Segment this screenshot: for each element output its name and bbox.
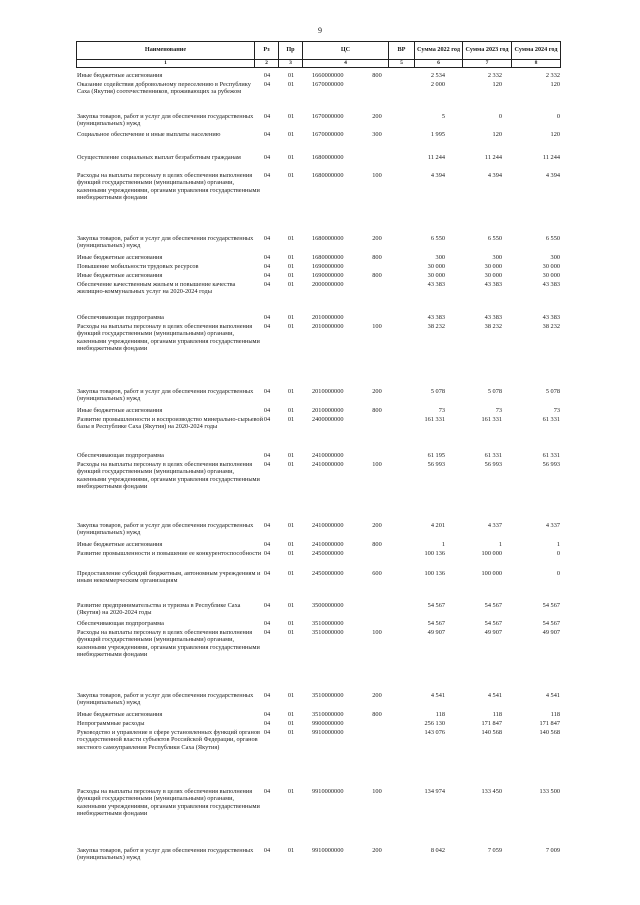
- cell-cs: 2010000000: [312, 388, 344, 395]
- cell-s1: 1: [441, 541, 445, 548]
- cell-pr: 01: [287, 788, 295, 795]
- cell-pr: 01: [287, 570, 295, 577]
- cell-rz: 04: [263, 461, 271, 468]
- cell-rz: 04: [263, 407, 271, 414]
- cell-s3: 61 331: [542, 416, 560, 423]
- cell-rz: 04: [263, 550, 271, 557]
- cell-s2: 100 000: [481, 570, 502, 577]
- cell-cs: 2000000000: [312, 281, 344, 288]
- cell-vr: 200: [372, 692, 382, 699]
- cell-pr: 01: [287, 113, 295, 120]
- cell-rz: 04: [263, 254, 271, 261]
- cell-s2: 6 550: [487, 235, 502, 242]
- cell-s3: 0: [556, 113, 560, 120]
- cell-cs: 3500000000: [312, 602, 344, 609]
- cell-cs: 1660000000: [312, 72, 344, 79]
- column-number: 4: [303, 60, 389, 68]
- cell-s2: 4 337: [487, 522, 502, 529]
- cell-s3: 300: [550, 254, 560, 261]
- cell-pr: 01: [287, 172, 295, 179]
- cell-s3: 6 550: [545, 235, 560, 242]
- cell-cs: 1670000000: [312, 131, 344, 138]
- cell-name: Обеспечивающая подпрограмма: [77, 452, 164, 459]
- cell-s3: 11 244: [542, 154, 560, 161]
- cell-s3: 4 394: [545, 172, 560, 179]
- cell-pr: 01: [287, 263, 295, 270]
- cell-s1: 161 331: [424, 416, 445, 423]
- cell-cs: 3510000000: [312, 620, 344, 627]
- cell-pr: 01: [287, 847, 295, 854]
- cell-pr: 01: [287, 541, 295, 548]
- header-cs: ЦС: [303, 42, 389, 60]
- cell-name: Иные бюджетные ассигнования: [77, 254, 163, 261]
- cell-vr: 100: [372, 172, 382, 179]
- cell-name: Расходы на выплаты персоналу в целях обеспечения выполнения функций государственными (муниципальными) органами, казенными учреждениями, органами управления государственными внебюджетными фондами: [77, 629, 260, 658]
- cell-pr: 01: [287, 272, 295, 279]
- cell-name: Иные бюджетные ассигнования: [77, 711, 163, 718]
- cell-s3: 118: [550, 711, 560, 718]
- cell-s1: 2 534: [430, 72, 445, 79]
- cell-cs: 2410000000: [312, 541, 344, 548]
- cell-s2: 11 244: [484, 154, 502, 161]
- column-number: 1: [77, 60, 255, 68]
- cell-cs: 2010000000: [312, 314, 344, 321]
- cell-vr: 800: [372, 272, 382, 279]
- cell-s3: 0: [556, 550, 560, 557]
- cell-cs: 1670000000: [312, 81, 344, 88]
- cell-pr: 01: [287, 323, 295, 330]
- cell-pr: 01: [287, 461, 295, 468]
- cell-s1: 11 244: [427, 154, 445, 161]
- cell-s2: 43 383: [484, 281, 502, 288]
- cell-s2: 118: [492, 711, 502, 718]
- cell-s2: 30 000: [484, 272, 502, 279]
- cell-rz: 04: [263, 81, 271, 88]
- cell-cs: 1690000000: [312, 263, 344, 270]
- cell-s1: 43 383: [427, 314, 445, 321]
- cell-s2: 73: [495, 407, 502, 414]
- cell-s2: 120: [492, 131, 502, 138]
- cell-vr: 800: [372, 541, 382, 548]
- cell-name: Иные бюджетные ассигнования: [77, 407, 163, 414]
- cell-cs: 1670000000: [312, 113, 344, 120]
- cell-name: Иные бюджетные ассигнования: [77, 541, 163, 548]
- cell-rz: 04: [263, 172, 271, 179]
- cell-vr: 800: [372, 72, 382, 79]
- cell-rz: 04: [263, 131, 271, 138]
- cell-vr: 100: [372, 629, 382, 636]
- cell-rz: 04: [263, 541, 271, 548]
- cell-name: Расходы на выплаты персоналу в целях обеспечения выполнения функций государственными (муниципальными) органами, казенными учреждениями, органами управления государственными внебюджетными фондами: [77, 461, 260, 490]
- cell-name: Повышение мобильности трудовых ресурсов: [77, 263, 199, 270]
- column-number: 3: [279, 60, 303, 68]
- cell-rz: 04: [263, 620, 271, 627]
- cell-s1: 256 130: [424, 720, 445, 727]
- cell-cs: 1680000000: [312, 172, 344, 179]
- cell-name: Закупка товаров, работ и услуг для обеспечения государственных (муниципальных) нужд: [77, 847, 254, 862]
- cell-s2: 4 394: [487, 172, 502, 179]
- cell-rz: 04: [263, 629, 271, 636]
- header-vr: ВР: [389, 42, 415, 60]
- cell-name: Закупка товаров, работ и услуг для обеспечения государственных (муниципальных) нужд: [77, 692, 254, 707]
- cell-cs: 2450000000: [312, 570, 344, 577]
- cell-s3: 54 567: [542, 620, 560, 627]
- cell-cs: 2010000000: [312, 407, 344, 414]
- cell-s2: 30 000: [484, 263, 502, 270]
- cell-s1: 2 000: [430, 81, 445, 88]
- cell-s2: 56 993: [484, 461, 502, 468]
- cell-s1: 6 550: [430, 235, 445, 242]
- cell-vr: 800: [372, 254, 382, 261]
- cell-pr: 01: [287, 550, 295, 557]
- cell-s2: 54 567: [484, 602, 502, 609]
- cell-s3: 4 541: [545, 692, 560, 699]
- cell-vr: 200: [372, 113, 382, 120]
- column-number: 5: [389, 60, 415, 68]
- cell-s2: 49 907: [484, 629, 502, 636]
- cell-vr: 100: [372, 323, 382, 330]
- column-number: 2: [255, 60, 279, 68]
- cell-s1: 54 567: [427, 620, 445, 627]
- cell-pr: 01: [287, 602, 295, 609]
- cell-s1: 8 042: [430, 847, 445, 854]
- cell-s3: 4 337: [545, 522, 560, 529]
- cell-cs: 9910000000: [312, 847, 344, 854]
- header-sum-2022: Сумма 2022 год: [415, 42, 463, 60]
- cell-name: Оказание содействия добровольному переселению в Республику Саха (Якутия) соотечественников, проживающих за рубежом: [77, 81, 251, 96]
- cell-cs: 9900000000: [312, 720, 344, 727]
- cell-s1: 43 383: [427, 281, 445, 288]
- cell-pr: 01: [287, 711, 295, 718]
- cell-s2: 54 567: [484, 620, 502, 627]
- cell-name: Предоставление субсидий бюджетным, автономным учреждениям и иным некоммерческим организациям: [77, 570, 261, 585]
- cell-s3: 30 000: [542, 263, 560, 270]
- cell-cs: 3510000000: [312, 629, 344, 636]
- cell-s3: 133 500: [539, 788, 560, 795]
- cell-pr: 01: [287, 388, 295, 395]
- cell-s3: 1: [556, 541, 560, 548]
- cell-s1: 30 000: [427, 263, 445, 270]
- cell-cs: 2410000000: [312, 452, 344, 459]
- cell-rz: 04: [263, 72, 271, 79]
- table-header: [76, 41, 561, 68]
- cell-name: Социальное обеспечение и иные выплаты населению: [77, 131, 221, 138]
- cell-cs: 9910000000: [312, 729, 344, 736]
- column-number: 6: [415, 60, 463, 68]
- cell-s3: 61 331: [542, 452, 560, 459]
- column-number: 7: [463, 60, 512, 68]
- cell-pr: 01: [287, 72, 295, 79]
- cell-s3: 2 332: [545, 72, 560, 79]
- cell-s3: 0: [556, 570, 560, 577]
- cell-vr: 200: [372, 388, 382, 395]
- cell-s1: 38 232: [427, 323, 445, 330]
- cell-s1: 4 201: [430, 522, 445, 529]
- cell-s3: 43 383: [542, 314, 560, 321]
- cell-pr: 01: [287, 235, 295, 242]
- page-number: 9: [318, 26, 322, 35]
- cell-s1: 49 907: [427, 629, 445, 636]
- cell-s3: 140 568: [539, 729, 560, 736]
- column-number: 8: [512, 60, 561, 68]
- cell-cs: 2410000000: [312, 522, 344, 529]
- cell-s2: 140 568: [481, 729, 502, 736]
- cell-rz: 04: [263, 602, 271, 609]
- cell-name: Обеспечивающая подпрограмма: [77, 314, 164, 321]
- cell-s3: 30 000: [542, 272, 560, 279]
- cell-rz: 04: [263, 263, 271, 270]
- cell-name: Расходы на выплаты персоналу в целях обеспечения выполнения функций государственными (муниципальными) органами, казенными учреждениями, органами управления государственными внебюджетными фондами: [77, 172, 260, 201]
- header-pr: Пр: [279, 42, 303, 60]
- cell-pr: 01: [287, 692, 295, 699]
- cell-s2: 133 450: [481, 788, 502, 795]
- cell-rz: 04: [263, 314, 271, 321]
- cell-name: Развитие промышленности и повышение ее конкурентоспособности: [77, 550, 262, 557]
- cell-cs: 2410000000: [312, 461, 344, 468]
- cell-name: Расходы на выплаты персоналу в целях обеспечения выполнения функций государственными (муниципальными) органами, казенными учреждениями, органами управления государственными внебюджетными фондами: [77, 323, 260, 352]
- cell-rz: 04: [263, 452, 271, 459]
- cell-rz: 04: [263, 416, 271, 423]
- cell-s3: 120: [550, 131, 560, 138]
- cell-cs: 3510000000: [312, 692, 344, 699]
- cell-pr: 01: [287, 720, 295, 727]
- cell-name: Осуществление социальных выплат безработным гражданам: [77, 154, 241, 161]
- cell-cs: 9910000000: [312, 788, 344, 795]
- cell-s3: 171 847: [539, 720, 560, 727]
- cell-pr: 01: [287, 416, 295, 423]
- cell-rz: 04: [263, 235, 271, 242]
- cell-rz: 04: [263, 113, 271, 120]
- cell-s2: 100 000: [481, 550, 502, 557]
- cell-s3: 56 993: [542, 461, 560, 468]
- cell-s1: 100 136: [424, 550, 445, 557]
- cell-cs: 2010000000: [312, 323, 344, 330]
- cell-pr: 01: [287, 522, 295, 529]
- cell-name: Иные бюджетные ассигнования: [77, 72, 163, 79]
- cell-name: Закупка товаров, работ и услуг для обеспечения государственных (муниципальных) нужд: [77, 113, 254, 128]
- cell-cs: 1680000000: [312, 235, 344, 242]
- cell-name: Руководство и управление в сфере установленных функций органов государственной власти субъектов Российской Федерации, органов местного самоуправления Республики Саха (Якутия): [77, 729, 260, 751]
- cell-pr: 01: [287, 81, 295, 88]
- cell-s2: 43 383: [484, 314, 502, 321]
- cell-s1: 118: [435, 711, 445, 718]
- cell-name: Непрограммные расходы: [77, 720, 145, 727]
- cell-pr: 01: [287, 281, 295, 288]
- cell-s1: 100 136: [424, 570, 445, 577]
- cell-s3: 73: [553, 407, 560, 414]
- cell-s3: 54 567: [542, 602, 560, 609]
- header-rz: Рз: [255, 42, 279, 60]
- cell-name: Расходы на выплаты персоналу в целях обеспечения выполнения функций государственными (муниципальными) органами, казенными учреждениями, органами управления государственными внебюджетными фондами: [77, 788, 260, 817]
- cell-s2: 1: [498, 541, 502, 548]
- cell-name: Закупка товаров, работ и услуг для обеспечения государственных (муниципальных) нужд: [77, 235, 254, 250]
- cell-rz: 04: [263, 388, 271, 395]
- header-sum-2024: Сумма 2024 год: [512, 42, 561, 60]
- cell-pr: 01: [287, 154, 295, 161]
- cell-s1: 61 195: [427, 452, 445, 459]
- cell-cs: 3510000000: [312, 711, 344, 718]
- cell-cs: 2450000000: [312, 550, 344, 557]
- cell-name: Закупка товаров, работ и услуг для обеспечения государственных (муниципальных) нужд: [77, 388, 254, 403]
- cell-rz: 04: [263, 847, 271, 854]
- cell-s2: 120: [492, 81, 502, 88]
- cell-s3: 120: [550, 81, 560, 88]
- cell-pr: 01: [287, 729, 295, 736]
- cell-s1: 56 993: [427, 461, 445, 468]
- cell-s1: 54 567: [427, 602, 445, 609]
- cell-rz: 04: [263, 729, 271, 736]
- cell-s2: 171 847: [481, 720, 502, 727]
- cell-s3: 38 232: [542, 323, 560, 330]
- cell-s2: 38 232: [484, 323, 502, 330]
- cell-s2: 4 541: [487, 692, 502, 699]
- cell-name: Развитие промышленности и воспроизводство минерально-сырьевой базы в Республике Саха (Якутия) на 2020-2024 годы: [77, 416, 263, 431]
- cell-s1: 4 394: [430, 172, 445, 179]
- cell-pr: 01: [287, 452, 295, 459]
- cell-s2: 300: [492, 254, 502, 261]
- cell-pr: 01: [287, 254, 295, 261]
- cell-s2: 61 331: [484, 452, 502, 459]
- cell-rz: 04: [263, 522, 271, 529]
- cell-pr: 01: [287, 131, 295, 138]
- cell-vr: 800: [372, 407, 382, 414]
- cell-s1: 1 995: [430, 131, 445, 138]
- cell-pr: 01: [287, 407, 295, 414]
- cell-rz: 04: [263, 323, 271, 330]
- cell-s1: 5: [441, 113, 445, 120]
- cell-s3: 43 383: [542, 281, 560, 288]
- header-sum-2023: Сумма 2023 год: [463, 42, 512, 60]
- cell-rz: 04: [263, 720, 271, 727]
- cell-vr: 100: [372, 461, 382, 468]
- cell-name: Обеспечение качественным жильем и повышение качества жилищно-коммунальных услуг на 2020-2024 годы: [77, 281, 236, 296]
- cell-s2: 0: [498, 113, 502, 120]
- cell-rz: 04: [263, 281, 271, 288]
- cell-s3: 49 907: [542, 629, 560, 636]
- cell-s1: 300: [435, 254, 445, 261]
- cell-name: Развитие предпринимательства и туризма в Республике Саха (Якутия) на 2020-2024 годы: [77, 602, 241, 617]
- cell-s1: 73: [438, 407, 445, 414]
- cell-pr: 01: [287, 629, 295, 636]
- cell-rz: 04: [263, 692, 271, 699]
- cell-vr: 200: [372, 847, 382, 854]
- cell-vr: 200: [372, 235, 382, 242]
- cell-s1: 5 078: [430, 388, 445, 395]
- cell-s2: 7 059: [487, 847, 502, 854]
- cell-s2: 161 331: [481, 416, 502, 423]
- cell-s3: 7 009: [545, 847, 560, 854]
- cell-name: Обеспечивающая подпрограмма: [77, 620, 164, 627]
- cell-s1: 134 974: [424, 788, 445, 795]
- cell-pr: 01: [287, 620, 295, 627]
- cell-rz: 04: [263, 272, 271, 279]
- cell-s3: 5 078: [545, 388, 560, 395]
- cell-s1: 143 076: [424, 729, 445, 736]
- cell-rz: 04: [263, 788, 271, 795]
- cell-vr: 200: [372, 522, 382, 529]
- cell-vr: 800: [372, 711, 382, 718]
- cell-rz: 04: [263, 570, 271, 577]
- cell-rz: 04: [263, 154, 271, 161]
- cell-vr: 300: [372, 131, 382, 138]
- cell-s2: 5 078: [487, 388, 502, 395]
- header-name: Наименование: [77, 42, 255, 60]
- cell-cs: 1680000000: [312, 154, 344, 161]
- cell-pr: 01: [287, 314, 295, 321]
- cell-vr: 100: [372, 788, 382, 795]
- cell-cs: 1680000000: [312, 254, 344, 261]
- cell-cs: 1690000000: [312, 272, 344, 279]
- cell-s1: 30 000: [427, 272, 445, 279]
- cell-cs: 2400000000: [312, 416, 344, 423]
- cell-name: Закупка товаров, работ и услуг для обеспечения государственных (муниципальных) нужд: [77, 522, 254, 537]
- cell-rz: 04: [263, 711, 271, 718]
- cell-vr: 600: [372, 570, 382, 577]
- cell-s2: 2 332: [487, 72, 502, 79]
- cell-s1: 4 541: [430, 692, 445, 699]
- cell-name: Иные бюджетные ассигнования: [77, 272, 163, 279]
